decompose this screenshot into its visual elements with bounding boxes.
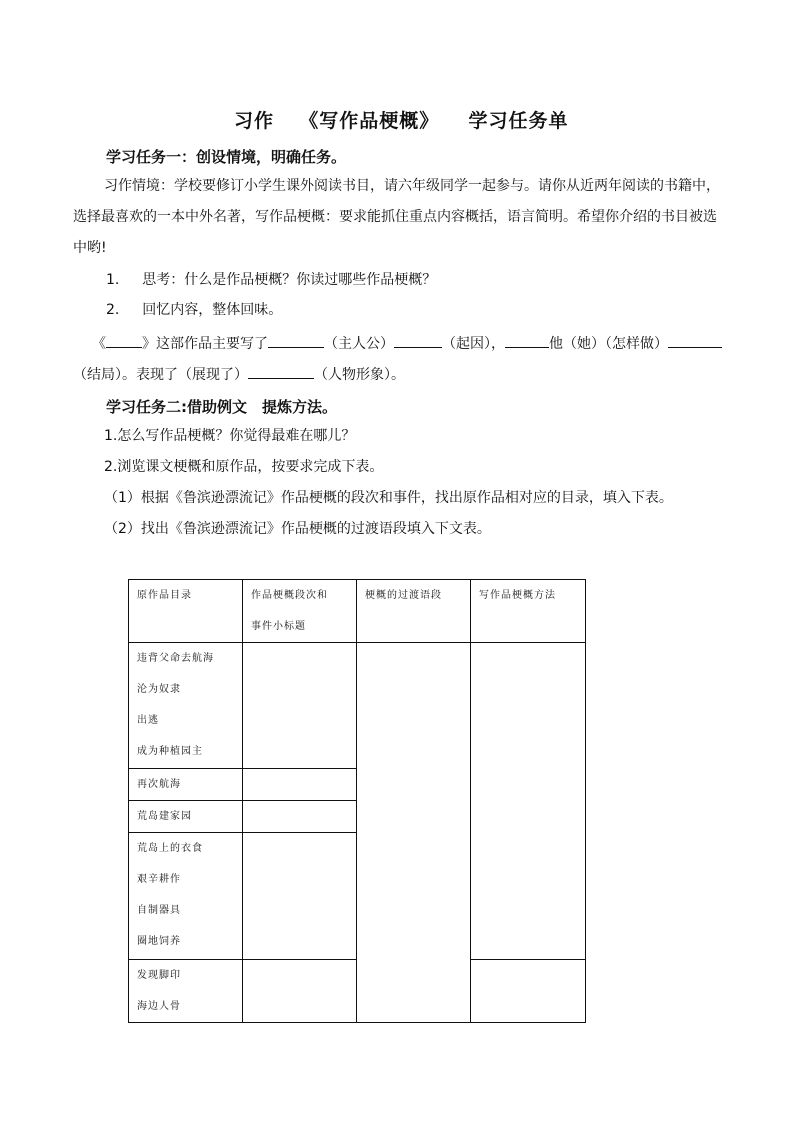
task1-heading: 学习任务一：创设情境，明确任务。 (106, 148, 347, 166)
transition-cell[interactable] (357, 643, 471, 1023)
method-cell-1[interactable] (471, 643, 586, 960)
title-name: 《写作品梗概》 (299, 110, 440, 132)
catalog-item: 荒岛上的衣食 (137, 843, 203, 854)
catalog-item: 成为种植园主 (137, 746, 203, 757)
ending-blank[interactable] (668, 334, 722, 348)
catalog-item: 发现脚印 (137, 970, 181, 981)
item-text: 回忆内容，整体回味。 (142, 302, 283, 318)
catalog-cell-group-1 (129, 643, 243, 769)
task2-line-2: 2.浏览课文梗概和原作品，按要求完成下表。 (104, 459, 384, 475)
catalog-item: 艰辛耕作 (137, 874, 181, 885)
protagonist-blank[interactable] (268, 334, 324, 348)
header-transition: 梗概的过渡语段 (357, 580, 471, 643)
header-summary-events: 作品梗概段次和 事件小标题 (243, 580, 357, 643)
fill-text-ending: （结局）。表现了（展现了） (73, 367, 248, 383)
catalog-item: 荒岛建家园 (137, 811, 192, 822)
catalog-item: 圈地饲养 (137, 936, 181, 947)
open-quote: 《 (92, 336, 106, 352)
fill-text-action: 他（她）（怎样做） (549, 336, 668, 352)
summary-cell-5[interactable] (243, 960, 357, 1023)
title-suffix: 学习任务单 (468, 110, 569, 132)
task2-line-3: （1）根据《鲁滨逊漂流记》作品梗概的段次和事件，找出原作品相对应的目录，填入下表。 (104, 490, 673, 506)
catalog-item: 违背父命去航海 (137, 653, 214, 664)
fill-text-protagonist: （主人公） (324, 336, 394, 352)
summary-cell-4[interactable] (243, 833, 357, 960)
task2-heading: 学习任务二:借助例文 提炼方法。 (106, 398, 338, 416)
action-blank[interactable] (505, 334, 549, 348)
fill-text-cause: （起因）， (442, 336, 505, 352)
page-title (234, 106, 569, 133)
situation-line-2: 选择最喜欢的一本中外名著，写作品梗概：要求能抓住重点内容概括，语言简明。希望你介绍的书目被选 (73, 209, 717, 225)
task2-line-4: （2）找出《鲁滨逊漂流记》作品梗概的过渡语段填入下文表。 (104, 521, 491, 537)
catalog-cell-group-4 (129, 833, 243, 960)
catalog-item: 沦为奴隶 (137, 684, 181, 695)
catalog-cell-group-5 (129, 960, 243, 1023)
fill-text-image: （人物形象）。 (314, 367, 405, 383)
header-method: 写作品梗概方法 (471, 580, 586, 643)
book-title-blank[interactable] (106, 334, 142, 348)
situation-line-3: 中哟! (73, 240, 107, 256)
summary-cell-3[interactable] (243, 801, 357, 833)
method-cell-2[interactable] (471, 960, 586, 1023)
catalog-cell-group-3 (129, 801, 243, 833)
cause-blank[interactable] (394, 334, 442, 348)
summary-cell-1[interactable] (243, 643, 357, 769)
fill-text-work: 》这部作品主要写了 (142, 336, 268, 352)
item-number: 2. (106, 302, 120, 318)
task1-item-1 (106, 272, 436, 288)
catalog-item: 出逃 (137, 715, 159, 726)
fill-line-1 (92, 334, 722, 352)
fill-line-2 (73, 365, 405, 383)
task1-item-2 (106, 302, 282, 318)
catalog-item: 海边人骨 (137, 1001, 181, 1012)
catalog-item: 再次航海 (137, 779, 181, 790)
title-prefix: 习作 (234, 110, 275, 132)
catalog-item: 自制器具 (137, 905, 181, 916)
item-number: 1. (106, 272, 120, 288)
header-catalog: 原作品目录 (129, 580, 243, 643)
outline-table (128, 579, 586, 1023)
image-blank[interactable] (248, 365, 314, 379)
summary-cell-2[interactable] (243, 769, 357, 801)
situation-line-1: 习作情境：学校要修订小学生课外阅读书目，请六年级同学一起参与。请你从近两年阅读的书籍中， (104, 178, 720, 194)
task2-line-1: 1.怎么写作品梗概？你觉得最难在哪儿？ (104, 428, 356, 444)
catalog-cell-group-2 (129, 769, 243, 801)
item-text: 思考：什么是作品梗概？你读过哪些作品梗概？ (142, 272, 437, 288)
